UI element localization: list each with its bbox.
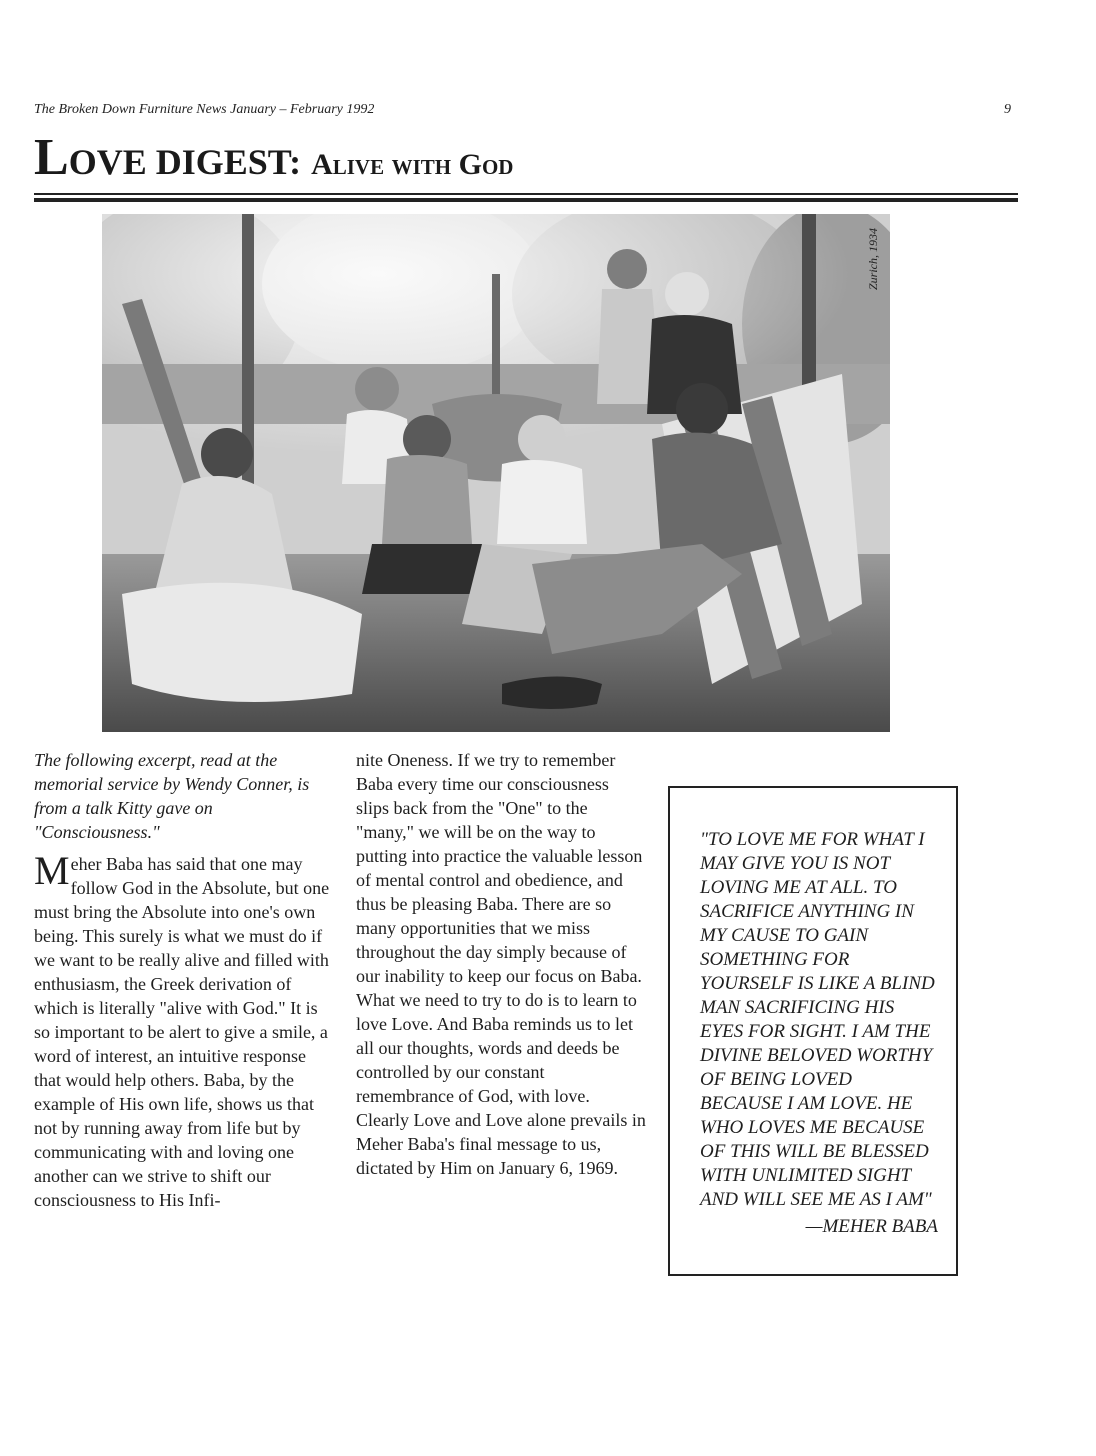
- article-column-1: [34, 748, 334, 1212]
- article-body-1-text: eher Baba has said that one may follow God in the Absolute, but one must bring the Absolute into one's own being. This surely is what we must do if we want to be really alive and filled with enthusiasm, the Greek derivation of which is literally "alive with God." It is so important to be alert to give a smile, a word of interest, an intuitive response that would help others. Baba, by the example of His own life, shows us that not by running away from life but by communicating with and loving one another can we strive to shift our consciousness to His Infi-: [34, 854, 330, 1210]
- photo-credit: Zurich, 1934: [866, 227, 880, 290]
- pull-quote-text: "TO LOVE ME FOR WHAT I MAY GIVE YOU IS NOT LOVING ME AT ALL. TO SACRIFICE ANYTHING IN MY CAUSE TO GAIN SOMETHING FOR YOURSELF IS LIKE A BLIND MAN SACRIFICING HIS EYES FOR SIGHT. I AM THE DIVINE BELOVED WORTHY OF BEING LOVED BECAUSE I AM LOVE. HE WHO LOVES ME BECAUSE OF THIS WILL BE BLESSED WITH UNLIMITED SIGHT AND WILL SEE ME AS I AM": [700, 829, 935, 1210]
- group-photo: [102, 214, 890, 732]
- drop-cap: M: [34, 848, 70, 893]
- title-subtitle: Alive with God: [311, 148, 514, 181]
- photo-illustration: [102, 214, 890, 732]
- article-body-1: [34, 848, 334, 1212]
- pull-quote-attribution: —MEHER BABA: [805, 1216, 938, 1237]
- title-rule-thick: [34, 198, 1018, 202]
- title-rest: OVE DIGEST:: [68, 142, 302, 182]
- title-rule: [34, 193, 1018, 195]
- title-initial: L: [34, 129, 69, 186]
- page-number: 9: [1004, 102, 1011, 117]
- pull-quote-box: [668, 786, 958, 1276]
- article-body-2: nite Oneness. If we try to remember Baba every time our consciousness slips back from the "One" to the "many," we will be on the way to putting into practice the valuable lesson of mental control and obedience, and thus be pleasing Baba. There are so many opportunities that we miss throughout the day simply because of our inability to keep our focus on Baba. What we need to try to do is to learn to love Love. And Baba reminds us to let all our thoughts, words and deeds be controlled by our constant remembrance of God, with love. Clearly Love and Love alone prevails in Meher Baba's final message to us, dictated by Him on January 6, 1969.: [356, 750, 646, 1178]
- page-title: [34, 129, 514, 186]
- article-intro: The following excerpt, read at the memorial service by Wendy Conner, is from a talk Kitty gave on "Consciousness.": [34, 750, 310, 842]
- article-column-2: [356, 748, 646, 1180]
- running-head: The Broken Down Furniture News January – February 1992: [34, 102, 375, 117]
